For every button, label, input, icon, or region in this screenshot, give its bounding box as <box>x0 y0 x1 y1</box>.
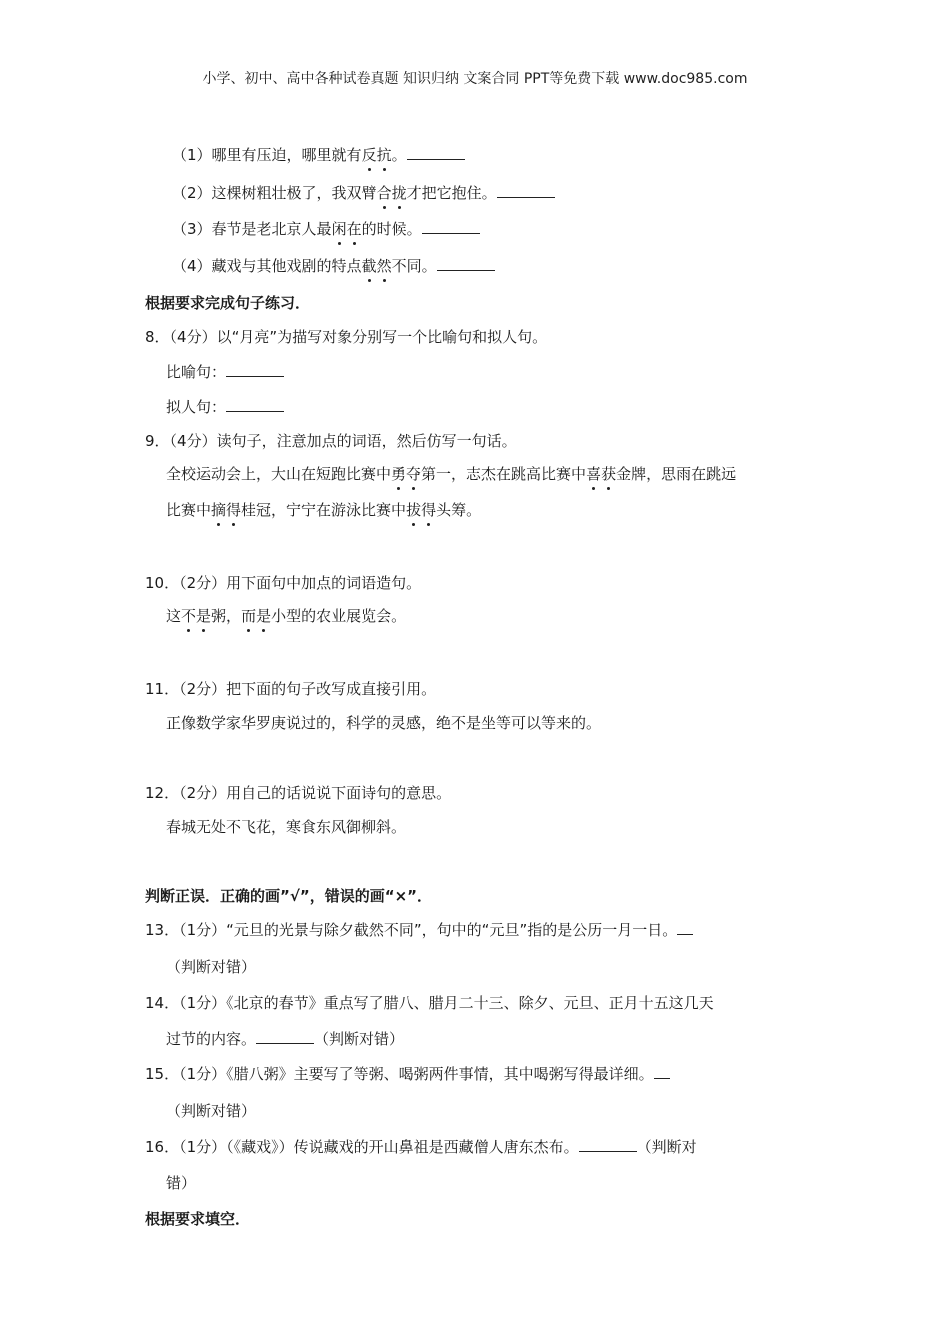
section-heading-judge: 判断正误．正确的画”√”，错误的画“×”． <box>145 887 433 905</box>
q14-line-1: 14．（1分）《北京的春节》重点写了腊八、腊月二十三、除夕、元旦、正月十五这几天 <box>145 994 714 1012</box>
q8-personification-row <box>166 397 284 417</box>
q14-line-2 <box>166 1029 404 1049</box>
dotted-char: 截 <box>361 257 377 275</box>
dotted-char: 不 <box>181 607 197 625</box>
question-text: （判断对 <box>636 1138 697 1156</box>
sentence-text: 小型的农业展览会。 <box>271 607 407 625</box>
item-text: 。 <box>391 146 407 164</box>
item-text: 藏戏与其他戏剧的特点 <box>211 257 362 275</box>
dotted-char: 然 <box>376 257 392 275</box>
dotted-char: 摘 <box>211 501 227 519</box>
dotted-char: 合 <box>376 184 392 202</box>
q12-poem: 春城无处不飞花，寒食东风御柳斜。 <box>166 818 407 836</box>
q7-item-2 <box>172 183 555 203</box>
item-text: 这棵树粗壮极了，我双臂 <box>211 184 377 202</box>
item-text: 才把它抱住。 <box>406 184 497 202</box>
dotted-char: 反 <box>361 146 377 164</box>
answer-blank[interactable] <box>579 1137 637 1152</box>
dotted-char: 在 <box>346 220 362 238</box>
dotted-char: 抗 <box>376 146 392 164</box>
sentence-text: 金牌，思雨在跳远 <box>616 465 737 483</box>
question-text: 过节的内容。 <box>166 1030 257 1048</box>
item-number: （1） <box>172 146 212 164</box>
dotted-char: 勇 <box>391 465 407 483</box>
item-number: （3） <box>172 220 212 238</box>
q11-stem: 11．（2分）把下面的句子改写成直接引用。 <box>145 680 437 698</box>
q7-item-3 <box>172 219 480 239</box>
dotted-char: 拔 <box>406 501 422 519</box>
q7-item-1 <box>172 145 465 165</box>
question-text: 15．（1分）《腊八粥》主要写了等粥、喝粥两件事情，其中喝粥写得最详细。 <box>145 1065 654 1083</box>
answer-blank[interactable] <box>677 920 693 935</box>
q12-stem: 12．（2分）用自己的话说说下面诗句的意思。 <box>145 784 452 802</box>
q15-line-2: （判断对错） <box>166 1102 257 1120</box>
q8-metaphor-row <box>166 362 284 382</box>
dotted-char: 夺 <box>406 465 422 483</box>
item-text: 的时候。 <box>361 220 422 238</box>
q9-sentence-line-1 <box>166 464 736 484</box>
item-number: （4） <box>172 257 212 275</box>
dotted-char: 闲 <box>331 220 347 238</box>
answer-blank[interactable] <box>497 183 555 198</box>
item-text: 不同。 <box>391 257 437 275</box>
sentence-text: 头筹。 <box>436 501 482 519</box>
sentence-text: 这 <box>166 607 182 625</box>
dotted-char: 获 <box>601 465 617 483</box>
question-text: 13．（1分）“元旦的光景与除夕截然不同”，句中的“元旦”指的是公历一月一日。 <box>145 921 678 939</box>
item-text: 哪里有压迫，哪里就有 <box>211 146 362 164</box>
answer-blank[interactable] <box>654 1064 670 1079</box>
q16-line-1 <box>145 1137 697 1157</box>
sentence-text: 比赛中 <box>166 501 212 519</box>
dotted-char: 是 <box>196 607 212 625</box>
dotted-char: 得 <box>421 501 437 519</box>
section-heading-sentence: 根据要求完成句子练习． <box>145 294 311 312</box>
question-text: 16．（1分）（《藏戏》）传说藏戏的开山鼻祖是西藏僧人唐东杰布。 <box>145 1138 579 1156</box>
q15-line-1 <box>145 1064 670 1084</box>
personification-answer-blank[interactable] <box>226 397 284 412</box>
sentence-text: 粥， <box>211 607 242 625</box>
dotted-char: 得 <box>226 501 242 519</box>
q13-line-2: （判断对错） <box>166 958 257 976</box>
q9-sentence-line-2 <box>166 500 481 520</box>
item-text: 春节是老北京人最 <box>211 220 332 238</box>
dotted-char: 拢 <box>391 184 407 202</box>
q9-stem: 9．（4分）读句子，注意加点的词语，然后仿写一句话。 <box>145 432 517 450</box>
q10-sentence <box>166 606 406 626</box>
dotted-char: 而 <box>241 607 257 625</box>
q10-stem: 10．（2分）用下面句中加点的词语造句。 <box>145 574 422 592</box>
metaphor-label: 比喻句： <box>166 363 227 381</box>
q11-sentence: 正像数学家华罗庚说过的，科学的灵感，绝不是坐等可以等来的。 <box>166 714 602 732</box>
answer-blank[interactable] <box>437 256 495 271</box>
dotted-char: 是 <box>256 607 272 625</box>
dotted-char: 喜 <box>586 465 602 483</box>
section-heading-fill: 根据要求填空． <box>145 1210 251 1228</box>
q16-line-2: 错） <box>166 1174 197 1192</box>
q7-item-4 <box>172 256 495 276</box>
sentence-text: 全校运动会上，大山在短跑比赛中 <box>166 465 392 483</box>
item-number: （2） <box>172 184 212 202</box>
answer-blank[interactable] <box>256 1029 314 1044</box>
question-text: （判断对错） <box>314 1030 405 1048</box>
page-header: 小学、初中、高中各种试卷真题 知识归纳 文案合同 PPT等免费下载 www.doc985.com <box>202 71 748 87</box>
answer-blank[interactable] <box>407 145 465 160</box>
sentence-text: 桂冠，宁宁在游泳比赛中 <box>241 501 407 519</box>
sentence-text: 第一，志杰在跳高比赛中 <box>421 465 587 483</box>
metaphor-answer-blank[interactable] <box>226 362 284 377</box>
personification-label: 拟人句： <box>166 398 227 416</box>
answer-blank[interactable] <box>422 219 480 234</box>
q13-line-1 <box>145 920 693 940</box>
q8-stem: 8．（4分）以“月亮”为描写对象分别写一个比喻句和拟人句。 <box>145 328 548 346</box>
